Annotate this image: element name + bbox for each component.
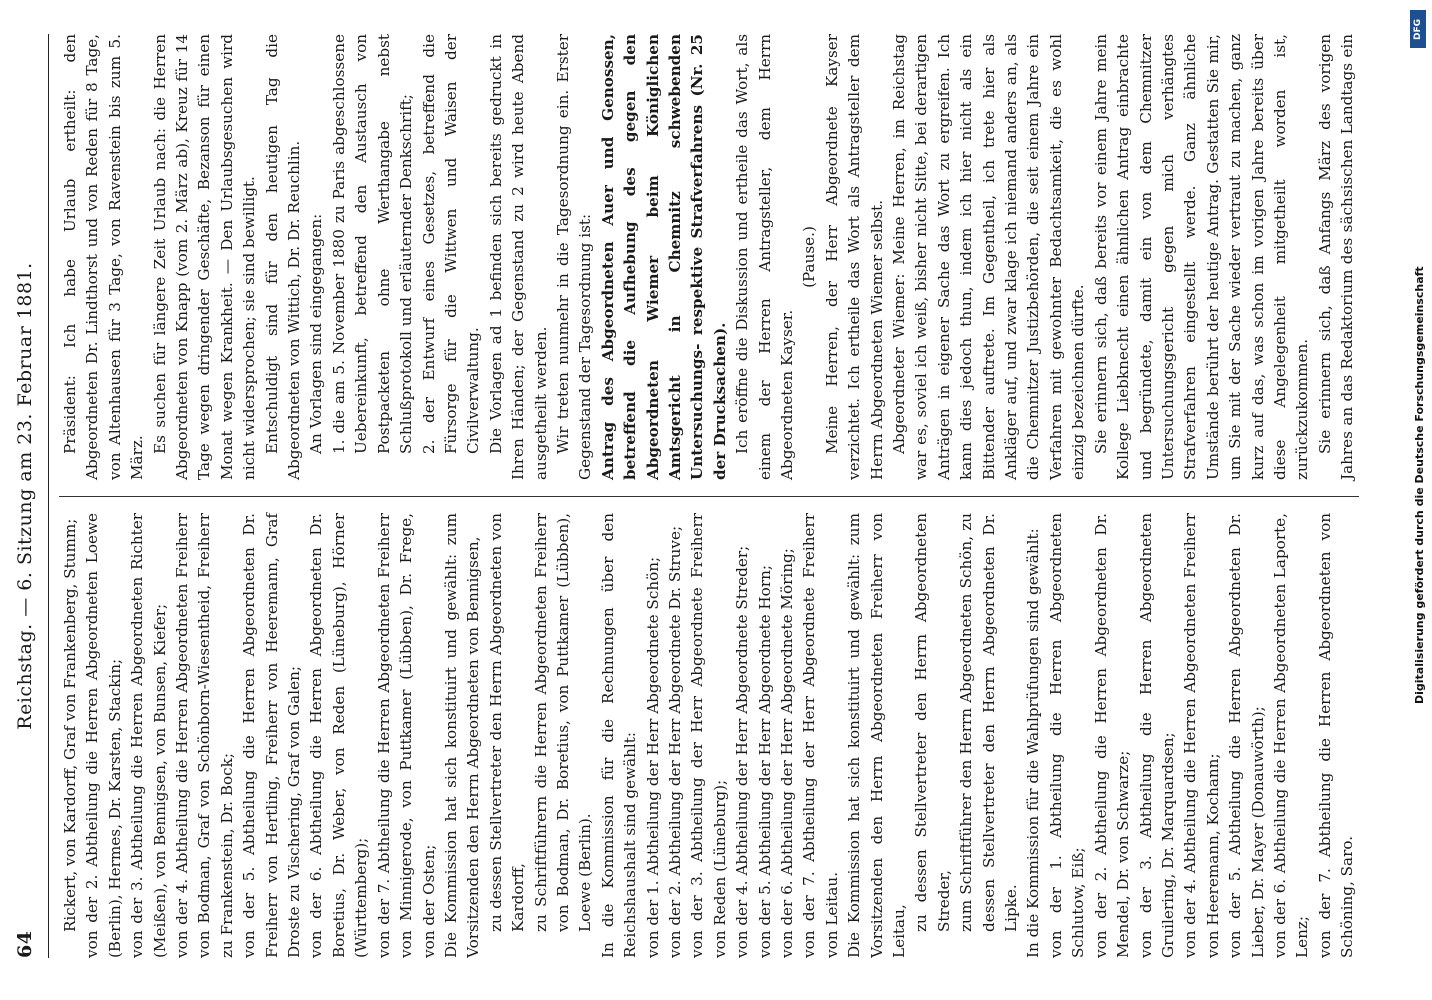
- left-column-line: von der 6. Abtheilung die Herren Abgeordneten Laporte, Lenz;: [1270, 513, 1312, 958]
- dfg-stamp: [1408, 4, 1430, 996]
- left-column-line: von der 6. Abtheilung die Herren Abgeordneten Dr. Boretius, Dr. Weber, von Reden (Lüneburg), Hörner (Württemberg);: [307, 513, 371, 958]
- right-column-paragraph: 1. die am 5. November 1880 zu Paris abgeschlossene Uebereinkunft, betreffend den Austausch von Postpacketen ohne Werthangabe nebst Schlußprotokoll und erläuternder Denkschrift;: [329, 34, 416, 454]
- dfg-logo: DFG: [1410, 10, 1426, 48]
- left-column-line: In die Kommission für die Wahlprüfungen sind gewählt:: [1024, 528, 1043, 958]
- left-column-line: von der 1. Abtheilung der Herr Abgeordnete Schön;: [643, 556, 662, 958]
- left-column-line: von der 6. Abtheilung der Herr Abgeordnete Möring;: [778, 548, 796, 958]
- agenda-item-heading: Antrag des Abgeordneten Auer und Genossen, betreffend die Aufhebung des gegen den Abgeordneten Wiemer beim Königlichen Amtsgericht in Chemnitz schwebenden Untersuchungs- respektive Strafverfahrens (Nr. 25 der Drucksachen).: [598, 34, 729, 480]
- right-column-paragraph: Sie erinnern sich, daß Anfangs März des vorigen Jahres an das Redaktorium des sächsischen Landtags ein: [1315, 34, 1357, 480]
- right-column-paragraph: Abgeordneter Wiemer: Meine Herren, im Reichstag war es, soviel ich weiß, bisher nicht Sitte, bei derartigen Anträgen in eigener Sache das Wort zu ergreifen. Ich kann dies jedoch thun, indem ich hier nicht als ein Bittender auftrete. Im Gegentheil, ich trete hier als Ankläger auf, und zwar klage ich niemand anders an, als die Chemnitzer Justizbehörden, die seit einem Jahre ein Verfahren mit gewohnter Bedachtsamkeit, die es wohl einzig bezeichnen dürfte.: [890, 34, 1088, 480]
- right-column: [59, 34, 1359, 496]
- right-column-paragraph: An Vorlagen sind eingegangen:: [307, 213, 326, 454]
- left-column-line: von der 7. Abtheilung der Herr Abgeordnete Freiherr von Leitau.: [800, 513, 841, 958]
- left-column-line: von der 7. Abtheilung die Herren Abgeordneten Freiherr von Minnigerode, von Puttkamer (Lübben), Dr. Frege, von der Osten;: [374, 513, 438, 958]
- left-column-line: Rickert, von Kardorff, Graf von Frankenberg, Stumm;: [61, 518, 79, 932]
- dfg-stamp-text: Digitalisierung gefördert durch die Deutsche Forschungsgemeinschaft: [1413, 266, 1426, 704]
- right-column-paragraph: Wir treten nunmehr in die Tagesordnung ein. Erster Gegenstand der Tagesordnung ist:: [553, 34, 595, 480]
- left-column-line: von der 4. Abtheilung die Herren Abgeordneten Freiherr von Bodman, Graf von Schönborn-Wiesentheid, Freiherr zu Frankenstein, Dr. Bock;: [173, 513, 236, 958]
- right-column-paragraph: Entschuldigt sind für den heutigen Tag die Abgeordneten von Wittich, Dr. Dr. Reuchlin.: [262, 34, 304, 480]
- page-title: Reichstag. — 6. Sitzung am 23. Februar 1881.: [14, 262, 36, 730]
- page-number: 64: [14, 930, 36, 958]
- left-column-line: von der 5. Abtheilung die Herren Abgeordneten Dr. Lieber, Dr. Mayer (Donauwörth);: [1226, 513, 1267, 958]
- left-column-line: von der 2. Abtheilung die Herren Abgeordneten Loewe (Berlin), Hermes, Dr. Karsten, Stackin;: [83, 513, 124, 958]
- right-column-paragraph: Die Vorlagen ad 1 befinden sich bereits gedruckt in Ihren Händen; der Gegenstand zu 2 wird heute Abend ausgetheilt werden.: [486, 34, 550, 480]
- left-column-line: zu dessen Stellvertreter den Herrn Abgeordneten von Kardorff,: [486, 513, 528, 932]
- left-column-line: Die Kommission hat sich konstituirt und gewählt: zum Vorsitzenden den Herrn Abgeordneten Freiherr von Leitau,: [845, 513, 909, 958]
- left-column-line: In die Kommission für die Rechnungen über den Reichshaushalt sind gewählt:: [598, 513, 640, 958]
- left-column-line: von der 3. Abtheilung der Herr Abgeordnete Freiherr von Reden (Lüneburg);: [688, 513, 729, 958]
- right-column-paragraph: Ich eröffne die Diskussion und ertheile das Wort, als einem der Herren Antragsteller, dem Herrn Abgeordneten Kayser.: [733, 34, 796, 480]
- left-column-line: von der 2. Abtheilung die Herren Abgeordneten Dr. Mendel, Dr. von Schwarze;: [1091, 513, 1133, 958]
- running-head: [6, 34, 49, 958]
- left-column-line: von der 5. Abtheilung der Herr Abgeordnete Horn;: [755, 565, 774, 958]
- left-column-line: von der 7. Abtheilung die Herren Abgeordneten von Schöning, Saro.: [1315, 513, 1357, 958]
- text-columns: [59, 34, 1359, 958]
- left-column-line: Die Kommission hat sich konstituirt und gewählt: zum Vorsitzenden den Herrn Abgeordneten von Bennigsen,: [441, 513, 483, 958]
- left-column-line: von der 3. Abtheilung die Herren Abgeordneten Gruilering, Dr. Marquardsen;: [1136, 513, 1177, 958]
- right-column-paragraph: Meine Herren, der Herr Abgeordnete Kayser verzichtet. Ich ertheile das Wort als Antragsteller dem Herrn Abgeordneten Wiemer selbst.: [822, 34, 886, 480]
- right-column-paragraph: Es suchen für längere Zeit Urlaub nach: die Herren Abgeordneten von Knapp (vom 2. März ab), Kreuz für 14 Tage wegen dringender Geschäfte, Bezanson für einen Monat wegen Krankheit. — Den Urlaubsgesuchen wird nicht widersprochen; sie sind bewilligt.: [150, 34, 259, 480]
- left-column-line: zum Schriftführer den Herrn Abgeordneten Schön, zu dessen Stellvertreter den Herrn Abgeordneten Dr. Lipke.: [957, 513, 1021, 932]
- right-column-paragraph: Präsident: Ich habe Urlaub ertheilt: den Abgeordneten Dr. Lindthorst und von Reden für 8 Tage, von Altenhausen für 3 Tage, von Ravenstein bis zum 5. März.: [61, 34, 147, 480]
- left-column-line: von der 4. Abtheilung der Herr Abgeordnete Streder;: [733, 545, 752, 958]
- right-column-paragraph: (Pause.): [800, 226, 819, 288]
- left-column: [59, 496, 1359, 958]
- left-column-line: von der 2. Abtheilung der Herr Abgeordnete Dr. Struve;: [665, 525, 684, 958]
- left-column-line: von der 3. Abtheilung die Herren Abgeordneten Richter (Meißen), von Bennigsen, von Bunsen, Kiefer;: [128, 513, 169, 958]
- left-column-line: zu Schriftführern die Herren Abgeordneten Freiherr von Bodman, Dr. Boretius, von Puttkamer (Lübben), Loewe (Berlin).: [531, 513, 595, 932]
- left-column-line: zu dessen Stellvertreter den Herrn Abgeordneten Streder,: [912, 513, 953, 932]
- left-column-line: von der 1. Abtheilung die Herren Abgeordneten Schlutow, Eiß;: [1046, 513, 1088, 958]
- left-column-line: von der 4. Abtheilung die Herren Abgeordneten Freiherr von Heeremann, Kochann;: [1181, 513, 1222, 958]
- right-column-paragraph: 2. der Entwurf eines Gesetzes, betreffend die Fürsorge für die Wittwen und Waisen der Civilverwaltung.: [419, 34, 483, 454]
- left-column-line: von der 5. Abtheilung die Herren Abgeordneten Dr. Freiherr von Hertling, Freiherr von Heeremann, Graf Droste zu Vischering, Graf von Galen;: [240, 513, 304, 958]
- right-column-paragraph: Sie erinnern sich, daß bereits vor einem Jahre mein Kollege Liebknecht einen ähnlichen Antrag einbrachte und begründete, damit ein von dem Chemnitzer Untersuchungsgericht gegen mich verhängtes Strafverfahren eingestellt werde. Ganz ähnliche Umstände berührt der heutige Antrag. Gestatten Sie mir, um Sie mit der Sache wieder vertraut zu machen, ganz kurz auf das, was schon im vorigen Jahre bereits über diese Angelegenheit mitgetheilt worden ist, zurückzukommen.: [1091, 34, 1312, 480]
